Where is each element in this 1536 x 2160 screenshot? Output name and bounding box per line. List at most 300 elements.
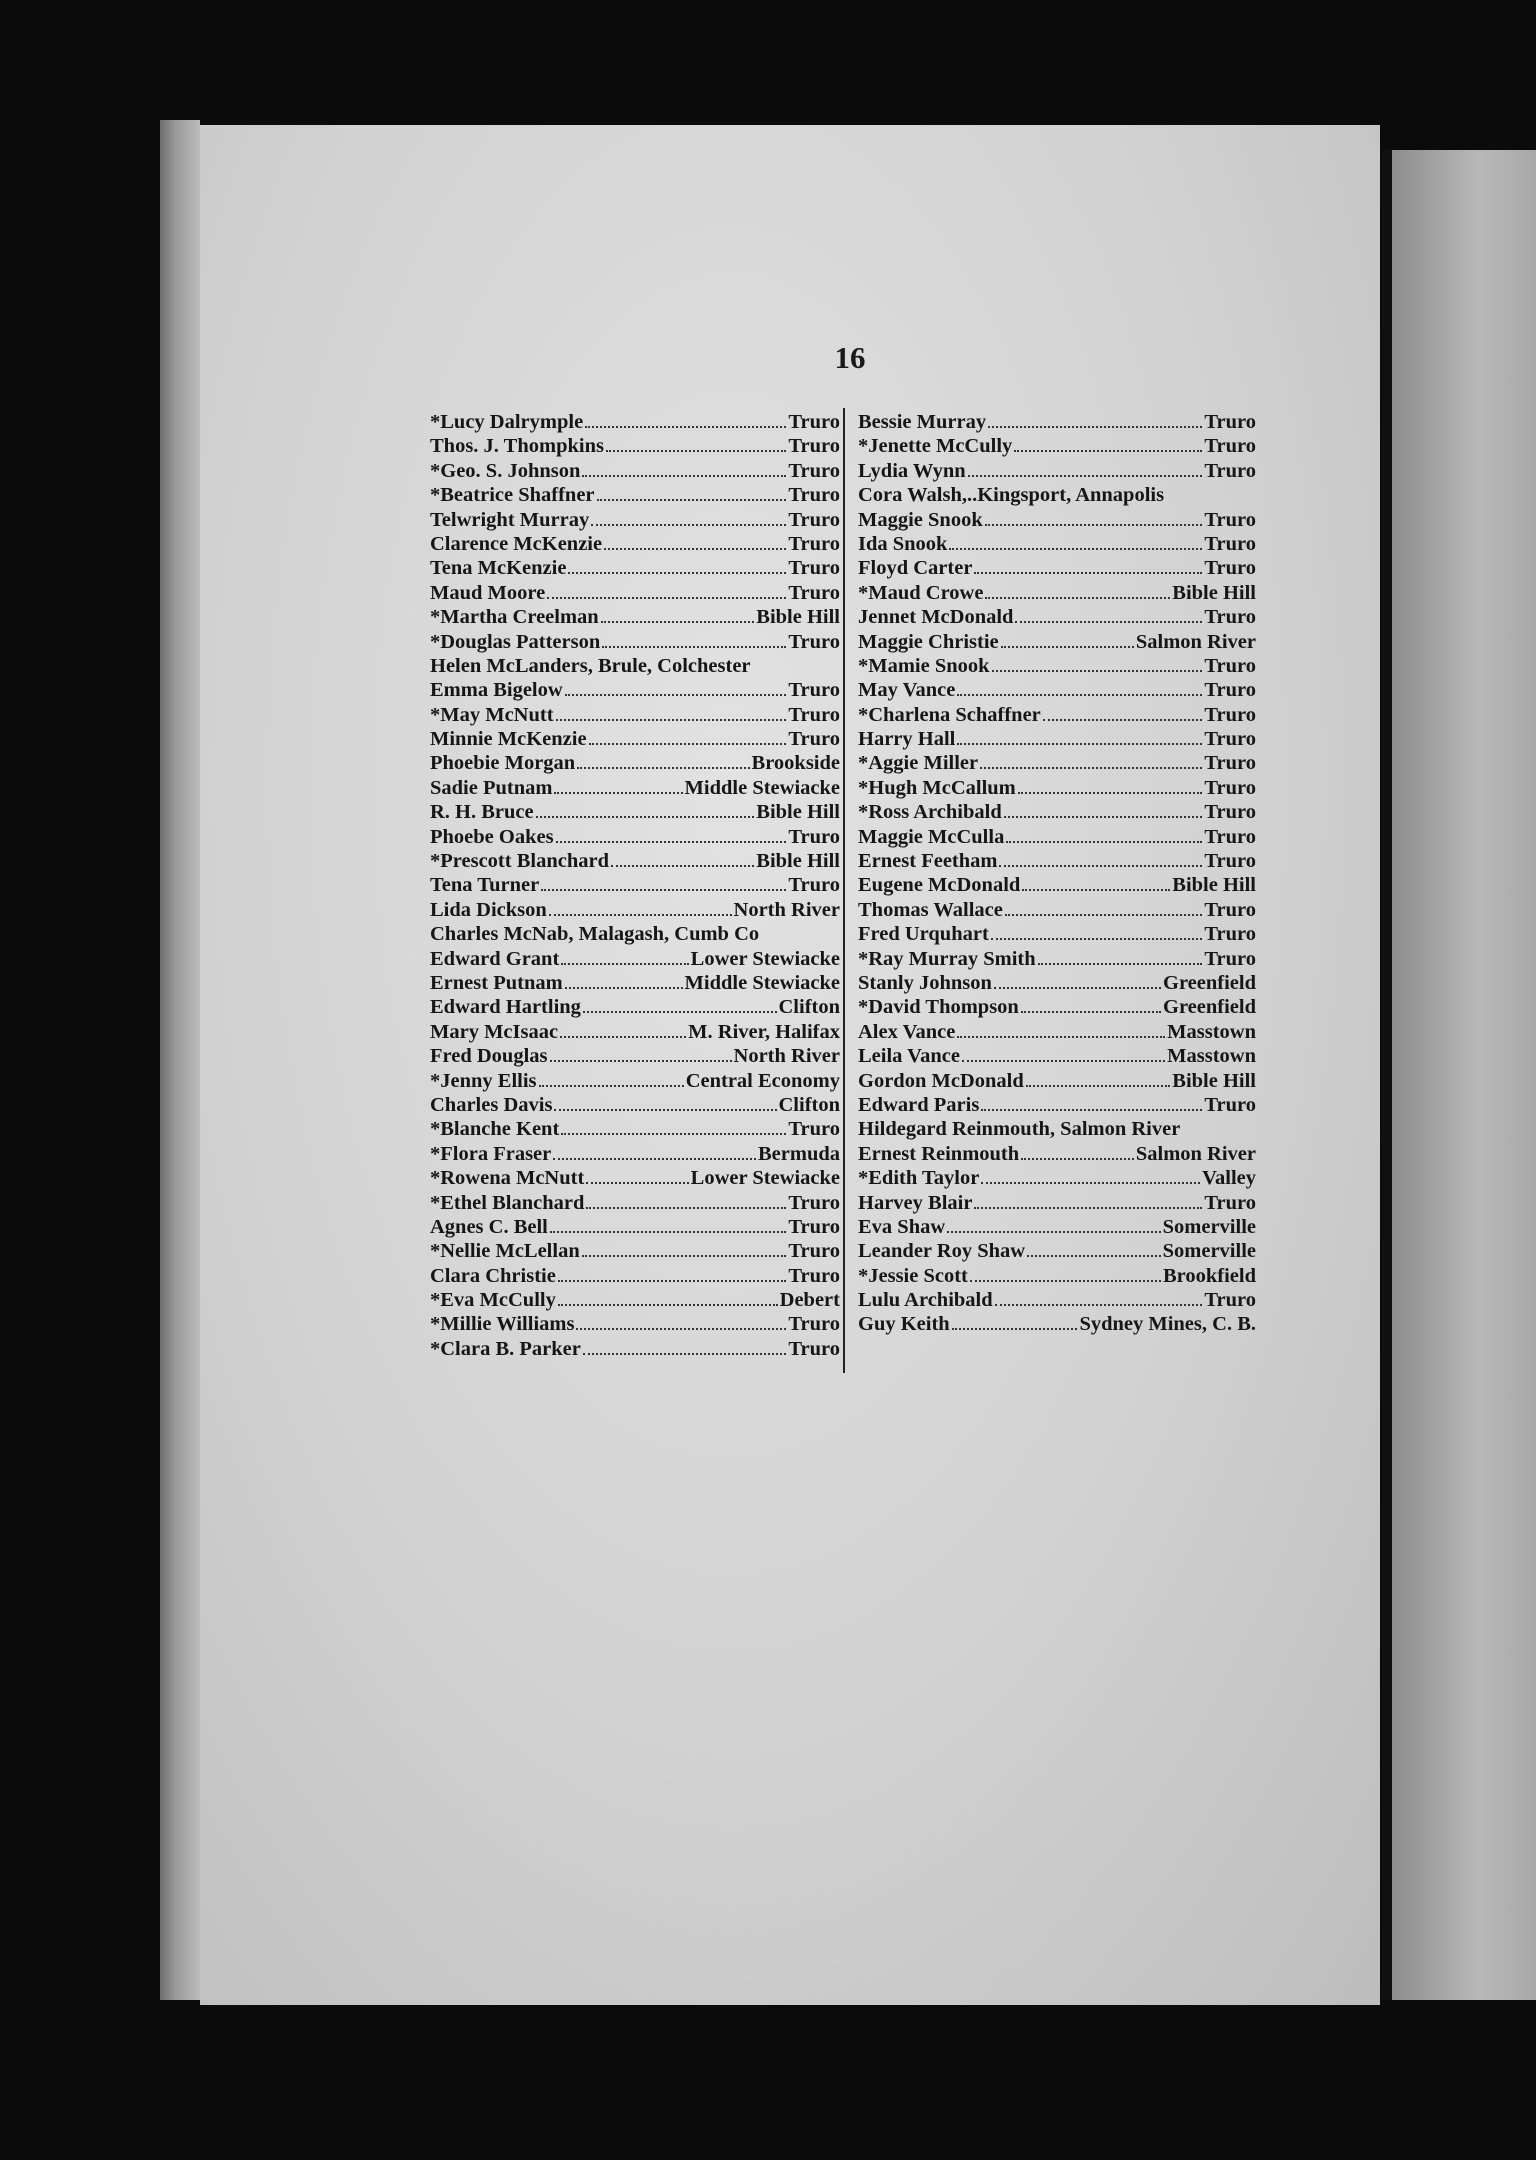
entry-name: Gordon McDonald — [858, 1069, 1024, 1092]
dot-leader — [985, 583, 1170, 599]
dot-leader — [582, 461, 786, 477]
entry-place: Truro — [788, 679, 840, 702]
entry-place: Truro — [1204, 459, 1256, 482]
entry-name: *Ethel Blanchard — [430, 1191, 585, 1214]
entry-name: Phoebie Morgan — [430, 752, 576, 775]
dot-leader — [560, 1022, 686, 1038]
list-item — [430, 1044, 840, 1068]
entry-place: Middle Stewiacke — [684, 971, 840, 994]
book-spine — [1382, 150, 1392, 2000]
entry-place: Brookside — [751, 752, 840, 775]
dot-leader — [602, 632, 786, 648]
entry-name: Fred Douglas — [430, 1045, 548, 1068]
entry-name: Telwright Murray — [430, 508, 590, 531]
list-item — [858, 434, 1256, 458]
dot-leader — [1015, 607, 1202, 623]
list-item — [858, 410, 1256, 434]
list-item — [858, 1215, 1256, 1239]
entry-name: Ernest Putnam — [430, 971, 563, 994]
entry-place: Truro — [1204, 728, 1256, 751]
entry-name: Fred Urquhart — [858, 923, 989, 946]
list-item — [430, 630, 840, 654]
entry-place: Truro — [788, 1264, 840, 1287]
list-item — [858, 1191, 1256, 1215]
entry-place: Somerville — [1162, 1215, 1256, 1238]
list-item — [430, 800, 840, 824]
entry-place: Truro — [1204, 411, 1256, 433]
entry-place: Greenfield — [1163, 971, 1256, 994]
dot-leader — [1021, 997, 1161, 1013]
entry-name: *Charlena Schaffner — [858, 703, 1041, 726]
entry-place: Bible Hill — [1172, 874, 1256, 897]
entry-name: *David Thompson — [858, 996, 1019, 1019]
entry-place: Truro — [1204, 435, 1256, 458]
dot-leader — [1005, 900, 1203, 916]
dot-leader — [611, 851, 754, 867]
right-name-column — [858, 410, 1256, 1337]
list-item — [430, 1337, 840, 1361]
entry-name: Maggie Snook — [858, 508, 983, 531]
dot-leader — [586, 1193, 786, 1209]
dot-leader — [582, 1241, 787, 1257]
dot-leader — [995, 1290, 1203, 1306]
list-item — [858, 751, 1256, 775]
entry-name: Alex Vance — [858, 1020, 956, 1043]
dot-leader — [970, 1266, 1161, 1282]
dot-leader — [558, 1266, 787, 1282]
dot-leader — [991, 924, 1203, 940]
list-item — [430, 532, 840, 556]
dot-leader — [583, 997, 777, 1013]
list-item — [430, 1117, 840, 1141]
list-item — [858, 654, 1256, 678]
page-left-edge — [160, 120, 200, 2000]
left-name-column — [430, 410, 840, 1361]
list-item — [858, 1117, 1256, 1141]
dot-leader — [597, 485, 787, 501]
entry-name: Edward Paris — [858, 1093, 980, 1116]
list-item — [430, 1166, 840, 1190]
list-item — [858, 1093, 1256, 1117]
dot-leader — [947, 1217, 1160, 1233]
dot-leader — [994, 973, 1161, 989]
entry-place: North River — [733, 898, 840, 921]
entry-place: Truro — [788, 1240, 840, 1263]
entry-name: Eva Shaw — [858, 1215, 946, 1238]
entry-name: Maggie McCulla — [858, 825, 1005, 848]
entry-place: Truro — [1204, 801, 1256, 824]
entry-name: *Jenny Ellis — [430, 1069, 537, 1092]
dot-leader — [949, 534, 1202, 550]
dot-leader — [549, 900, 732, 916]
list-item — [858, 483, 1256, 507]
list-item — [430, 605, 840, 629]
list-item — [430, 1312, 840, 1336]
dot-leader — [589, 729, 787, 745]
dot-leader — [952, 1314, 1078, 1330]
entry-name: *Blanche Kent — [430, 1118, 560, 1141]
entry-name: Bessie Murray — [858, 411, 987, 433]
list-item — [430, 849, 840, 873]
list-item — [858, 776, 1256, 800]
dot-leader — [1006, 827, 1202, 843]
dot-leader — [981, 1095, 1202, 1111]
list-item — [858, 1069, 1256, 1093]
list-item — [430, 751, 840, 775]
dot-leader — [554, 1095, 776, 1111]
entry-name: Emma Bigelow — [430, 679, 563, 702]
entry-name: Guy Keith — [858, 1313, 950, 1336]
entry-name: Floyd Carter — [858, 557, 973, 580]
list-item — [858, 605, 1256, 629]
dot-leader — [957, 729, 1202, 745]
entry-place: Truro — [788, 581, 840, 604]
list-item — [858, 849, 1256, 873]
list-item — [430, 947, 840, 971]
dot-leader — [583, 1339, 786, 1355]
entry-place: Truro — [1204, 850, 1256, 873]
entry-place: Clifton — [778, 1093, 840, 1116]
entry-name: Clarence McKenzie — [430, 532, 603, 555]
list-item — [858, 1312, 1256, 1336]
list-item — [430, 556, 840, 580]
entry-place: Central Economy — [685, 1069, 840, 1092]
entry-name: Edward Hartling — [430, 996, 581, 1019]
entry-place: Bermuda — [758, 1142, 840, 1165]
entry-place: Truro — [1204, 557, 1256, 580]
entry-name: Ernest Feetham — [858, 850, 998, 873]
list-item — [858, 703, 1256, 727]
list-item — [858, 1142, 1256, 1166]
dot-leader — [1026, 1071, 1171, 1087]
entry-place: Truro — [788, 484, 840, 507]
entry-place: Truro — [788, 1337, 840, 1360]
dot-leader — [974, 558, 1202, 574]
entry-name: *Prescott Blanchard — [430, 850, 609, 873]
list-item — [858, 1288, 1256, 1312]
entry-name: *Aggie Miller — [858, 752, 979, 775]
dot-leader — [565, 973, 683, 989]
list-item — [858, 678, 1256, 702]
entry-place: Truro — [1204, 947, 1256, 970]
dot-leader — [550, 1046, 732, 1062]
entry-place: Truro — [1204, 776, 1256, 799]
dot-leader — [539, 1071, 684, 1087]
dot-leader — [1027, 1241, 1161, 1257]
entry-place: Salmon River — [1135, 630, 1256, 653]
entry-name: Ernest Reinmouth — [858, 1142, 1020, 1165]
entry-name: Minnie McKenzie — [430, 728, 587, 751]
entry-name: Edward Grant — [430, 947, 560, 970]
dot-leader — [568, 558, 786, 574]
list-item — [430, 508, 840, 532]
entry-place: Lower Stewiacke — [690, 1167, 840, 1190]
entry-place: Truro — [788, 630, 840, 653]
entry-name: Charles McNab, Malagash, Cumb Co — [430, 923, 760, 946]
entry-place: Truro — [1204, 898, 1256, 921]
entry-place: Truro — [788, 435, 840, 458]
dot-leader — [1001, 632, 1134, 648]
list-item — [858, 1044, 1256, 1068]
facing-page-edge — [1392, 150, 1536, 2000]
list-item — [430, 922, 840, 946]
list-item — [858, 873, 1256, 897]
entry-name: Thomas Wallace — [858, 898, 1003, 921]
entry-place: Truro — [1204, 703, 1256, 726]
list-item — [858, 459, 1256, 483]
dot-leader — [957, 1022, 1165, 1038]
dot-leader — [585, 412, 786, 428]
entry-place: Truro — [1204, 1093, 1256, 1116]
list-item — [430, 1264, 840, 1288]
list-item — [858, 800, 1256, 824]
dot-leader — [547, 583, 786, 599]
list-item — [430, 410, 840, 434]
entry-place: Truro — [788, 825, 840, 848]
dot-leader — [1004, 802, 1203, 818]
dot-leader — [992, 656, 1203, 672]
list-item — [430, 1020, 840, 1044]
list-item — [430, 873, 840, 897]
entry-name: *Ross Archibald — [858, 801, 1002, 824]
dot-leader — [576, 1314, 786, 1330]
list-item — [430, 678, 840, 702]
entry-place: Truro — [1204, 532, 1256, 555]
list-item — [430, 654, 840, 678]
entry-name: *Nellie McLellan — [430, 1240, 580, 1263]
dot-leader — [604, 534, 786, 550]
entry-name: May Vance — [858, 679, 956, 702]
entry-place: Truro — [1204, 606, 1256, 629]
dot-leader — [999, 851, 1202, 867]
entry-place: M. River, Halifax — [688, 1020, 840, 1043]
entry-name: Helen McLanders, Brule, Colchester — [430, 654, 751, 677]
list-item — [430, 1191, 840, 1215]
entry-name: Lulu Archibald — [858, 1289, 993, 1312]
entry-name: *Flora Fraser — [430, 1142, 552, 1165]
list-item — [430, 971, 840, 995]
entry-name: Jennet McDonald — [858, 606, 1014, 629]
dot-leader — [553, 1144, 756, 1160]
entry-place: Bible Hill — [756, 606, 840, 629]
list-item — [858, 898, 1256, 922]
entry-name: *Jenette McCully — [858, 435, 1013, 458]
entry-place: Truro — [788, 532, 840, 555]
dot-leader — [957, 680, 1202, 696]
entry-name: Harvey Blair — [858, 1191, 973, 1214]
list-item — [858, 825, 1256, 849]
list-item — [858, 947, 1256, 971]
dot-leader — [962, 1046, 1165, 1062]
entry-name: Tena Turner — [430, 874, 540, 897]
entry-place: Lower Stewiacke — [690, 947, 840, 970]
entry-name: *Millie Williams — [430, 1313, 575, 1336]
dot-leader — [1014, 436, 1202, 452]
list-item — [858, 508, 1256, 532]
dot-leader — [550, 1217, 786, 1233]
entry-name: *Jessie Scott — [858, 1264, 968, 1287]
entry-place: Masstown — [1167, 1045, 1256, 1068]
dot-leader — [586, 1168, 688, 1184]
list-item — [430, 1239, 840, 1263]
entry-place: Truro — [788, 411, 840, 433]
list-item — [858, 1020, 1256, 1044]
entry-name: *Geo. S. Johnson — [430, 459, 581, 482]
dot-leader — [1018, 778, 1203, 794]
entry-name: *Eva McCully — [430, 1289, 556, 1312]
column-divider — [843, 408, 845, 1373]
entry-name: *Mamie Snook — [858, 654, 990, 677]
list-item — [858, 995, 1256, 1019]
dot-leader — [561, 949, 688, 965]
entry-place: Masstown — [1167, 1020, 1256, 1043]
entry-place: North River — [733, 1045, 840, 1068]
list-item — [858, 1166, 1256, 1190]
entry-name: R. H. Bruce — [430, 801, 534, 824]
list-item — [430, 727, 840, 751]
entry-name: *May McNutt — [430, 703, 554, 726]
entry-name: Lida Dickson — [430, 898, 547, 921]
entry-place: Truro — [788, 1191, 840, 1214]
entry-place: Truro — [1204, 654, 1256, 677]
list-item — [430, 898, 840, 922]
entry-place: Bible Hill — [1172, 1069, 1256, 1092]
dot-leader — [974, 1193, 1202, 1209]
entry-name: Charles Davis — [430, 1093, 553, 1116]
dot-leader — [541, 875, 786, 891]
dot-leader — [1022, 875, 1170, 891]
entry-place: Truro — [1204, 679, 1256, 702]
entry-name: Harry Hall — [858, 728, 956, 751]
entry-place: Middle Stewiacke — [684, 776, 840, 799]
entry-place: Truro — [788, 1118, 840, 1141]
entry-place: Bible Hill — [1172, 581, 1256, 604]
entry-place: Truro — [788, 874, 840, 897]
entry-place: Truro — [1204, 923, 1256, 946]
list-item — [430, 1142, 840, 1166]
entry-place: Truro — [1204, 1191, 1256, 1214]
list-item — [430, 1069, 840, 1093]
list-item — [858, 1264, 1256, 1288]
page-number: 16 — [834, 340, 866, 375]
entry-place: Truro — [1204, 825, 1256, 848]
entry-name: *Ray Murray Smith — [858, 947, 1036, 970]
entry-name: Clara Christie — [430, 1264, 556, 1287]
list-item — [430, 825, 840, 849]
entry-name: *Rowena McNutt — [430, 1167, 585, 1190]
list-item — [858, 1239, 1256, 1263]
dot-leader — [1021, 1144, 1134, 1160]
list-item — [430, 995, 840, 1019]
entry-name: Sadie Putnam — [430, 776, 553, 799]
entry-name: Leila Vance — [858, 1045, 960, 1068]
entry-place: Sydney Mines, C. B. — [1079, 1313, 1256, 1336]
entry-name: Phoebe Oakes — [430, 825, 554, 848]
entry-place: Salmon River — [1135, 1142, 1256, 1165]
dot-leader — [968, 461, 1203, 477]
entry-place: Bible Hill — [756, 850, 840, 873]
entry-place: Truro — [788, 728, 840, 751]
entry-name: *Edith Taylor — [858, 1167, 980, 1190]
dot-leader — [561, 1119, 786, 1135]
entry-name: *Maud Crowe — [858, 581, 984, 604]
dot-leader — [980, 753, 1202, 769]
entry-place: Truro — [788, 1215, 840, 1238]
dot-leader — [554, 778, 682, 794]
dot-leader — [591, 510, 786, 526]
dot-leader — [565, 680, 787, 696]
entry-name: *Hugh McCallum — [858, 776, 1016, 799]
list-item — [430, 776, 840, 800]
entry-place: Bible Hill — [756, 801, 840, 824]
dot-leader — [988, 412, 1202, 428]
list-item — [858, 922, 1256, 946]
dot-leader — [1043, 705, 1203, 721]
list-item — [430, 581, 840, 605]
entry-name: Stanly Johnson — [858, 971, 992, 994]
list-item — [430, 703, 840, 727]
list-item — [858, 971, 1256, 995]
entry-place: Truro — [788, 508, 840, 531]
entry-place: Greenfield — [1163, 996, 1256, 1019]
entry-name: *Lucy Dalrymple — [430, 411, 584, 433]
list-item — [430, 483, 840, 507]
dot-leader — [606, 436, 786, 452]
list-item — [858, 556, 1256, 580]
dot-leader — [1038, 949, 1203, 965]
list-item — [430, 434, 840, 458]
entry-name: *Clara B. Parker — [430, 1337, 581, 1360]
entry-place: Brookfield — [1162, 1264, 1256, 1287]
dot-leader — [981, 1168, 1200, 1184]
entry-name: Maggie Christie — [858, 630, 999, 653]
entry-name: Ida Snook — [858, 532, 948, 555]
entry-place: Truro — [1204, 508, 1256, 531]
entry-place: Truro — [1204, 752, 1256, 775]
entry-place: Clifton — [778, 996, 840, 1019]
list-item — [430, 1288, 840, 1312]
dot-leader — [558, 1290, 778, 1306]
entry-place: Valley — [1202, 1167, 1256, 1190]
entry-name: Maud Moore — [430, 581, 546, 604]
entry-place: Somerville — [1162, 1240, 1256, 1263]
list-item — [430, 1215, 840, 1239]
list-item — [858, 581, 1256, 605]
list-item — [430, 1093, 840, 1117]
entry-name: Lydia Wynn — [858, 459, 966, 482]
list-item — [858, 727, 1256, 751]
dot-leader — [577, 753, 749, 769]
list-item — [430, 459, 840, 483]
dot-leader — [536, 802, 755, 818]
entry-place: Truro — [788, 703, 840, 726]
entry-name: Eugene McDonald — [858, 874, 1021, 897]
list-item — [858, 532, 1256, 556]
list-item — [858, 630, 1256, 654]
dot-leader — [601, 607, 755, 623]
entry-place: Truro — [788, 1313, 840, 1336]
entry-name: *Martha Creelman — [430, 606, 599, 629]
entry-name: *Douglas Patterson — [430, 630, 601, 653]
entry-place: Truro — [788, 557, 840, 580]
entry-name: Thos. J. Thompkins — [430, 435, 604, 458]
entry-place: Debert — [779, 1289, 840, 1312]
dot-leader — [985, 510, 1203, 526]
entry-name: Hildegard Reinmouth, Salmon River — [858, 1118, 1181, 1141]
entry-name: Tena McKenzie — [430, 557, 567, 580]
entry-name: Mary McIsaac — [430, 1020, 559, 1043]
entry-name: Agnes C. Bell — [430, 1215, 548, 1238]
